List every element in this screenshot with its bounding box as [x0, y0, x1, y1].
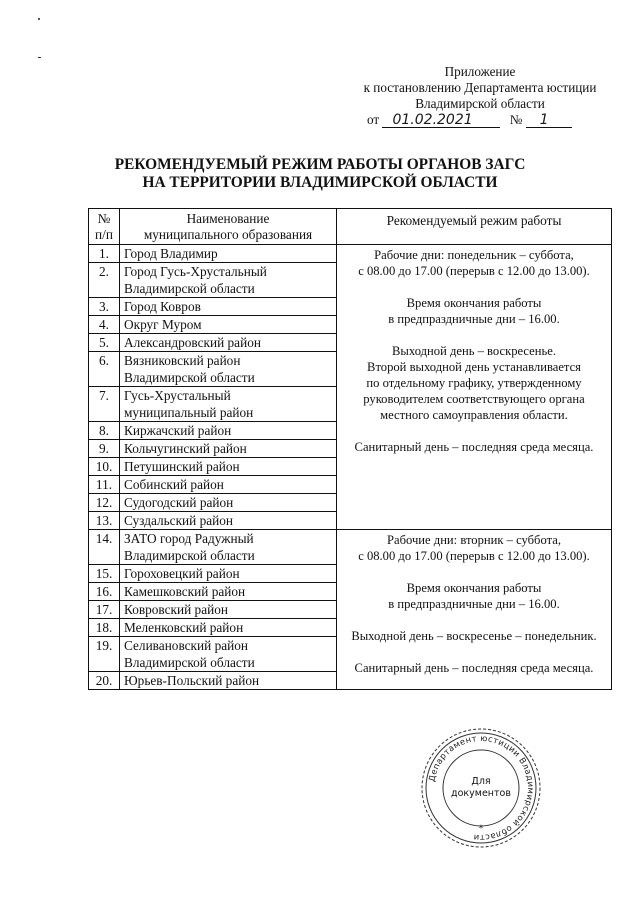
regime-text-line: с 08.00 до 17.00 (перерыв с 12.00 до 13.00).: [358, 264, 590, 278]
municipality-name-line1: Юрьев-Польский район: [124, 673, 260, 688]
regime-text-line: Время окончания работы: [406, 296, 542, 310]
table-row: [89, 530, 612, 565]
regime-text-line: Время окончания работы: [406, 581, 542, 595]
municipality-name-line1: Гороховецкий район: [124, 566, 240, 581]
regime-text-line: Выходной день – воскресенье.: [392, 344, 556, 358]
scan-speck: [38, 18, 40, 20]
row-number: 13.: [89, 512, 120, 530]
municipality-name-line1: Город Гусь-Хрустальный: [124, 264, 267, 279]
municipality-name: [120, 583, 337, 601]
municipality-name-line1: Александровский район: [124, 335, 261, 350]
municipality-name-line2: Владимирской области: [124, 548, 255, 563]
municipality-name-line1: Петушинский район: [124, 459, 240, 474]
department-stamp: [420, 727, 542, 849]
municipality-name-line1: Судогодский район: [124, 495, 234, 510]
municipality-name: [120, 263, 337, 298]
municipality-name-line1: Кольчугинский район: [124, 441, 247, 456]
municipality-name: [120, 672, 337, 690]
row-number: 12.: [89, 494, 120, 512]
municipality-name-line1: Суздальский район: [124, 513, 234, 528]
municipality-name: [120, 458, 337, 476]
header-number-line1: №: [97, 210, 111, 226]
annex-title: Приложение: [444, 64, 516, 79]
municipality-name-line1: ЗАТО город Радужный: [124, 531, 254, 546]
schedule-table: [88, 208, 612, 690]
regime-text-line: местного самоуправления области.: [380, 408, 568, 422]
date-prefix: от: [367, 112, 380, 127]
municipality-name-line2: Владимирской области: [124, 370, 255, 385]
municipality-name: [120, 440, 337, 458]
svg-text:*: *: [478, 824, 484, 834]
municipality-name: [120, 512, 337, 530]
municipality-name-line1: Собинский район: [124, 477, 224, 492]
municipality-name: [120, 352, 337, 387]
row-number: 17.: [89, 601, 120, 619]
row-number: 7.: [89, 387, 120, 422]
row-number: 16.: [89, 583, 120, 601]
row-number: 2.: [89, 263, 120, 298]
regime-tue-sat: [337, 530, 612, 690]
scan-speck: [38, 57, 41, 58]
municipality-name: [120, 387, 337, 422]
row-number: 1.: [89, 245, 120, 263]
regime-text-line: Рабочие дни: вторник – суббота,: [387, 533, 561, 547]
municipality-name: [120, 245, 337, 263]
regime-text-line: в предпраздничные дни – 16.00.: [388, 597, 560, 611]
regime-text-line: Рабочие дни: понедельник – суббота,: [374, 248, 574, 262]
header-municipality-line2: муниципального образования: [143, 226, 313, 242]
stamp-center-line1: Для: [471, 776, 491, 787]
municipality-name: [120, 422, 337, 440]
regime-text-line: по отдельному графику, утвержденному: [366, 376, 582, 390]
municipality-name-line1: Киржачский район: [124, 423, 232, 438]
row-number: 11.: [89, 476, 120, 494]
municipality-name: [120, 476, 337, 494]
date-handwritten: 01.02.2021: [392, 112, 473, 128]
annex-date-number-line: [360, 112, 600, 130]
row-number: 6.: [89, 352, 120, 387]
header-municipality-line1: Наименование: [186, 210, 270, 226]
regime-text-line: руководителем соответствующего органа: [363, 392, 585, 406]
header-number: [89, 209, 120, 245]
municipality-name: [120, 565, 337, 583]
municipality-name-line1: Вязниковский район: [124, 353, 241, 368]
municipality-name-line1: Ковровский район: [124, 602, 228, 617]
municipality-name: [120, 298, 337, 316]
municipality-name: [120, 619, 337, 637]
municipality-name-line2: Владимирской области: [124, 281, 255, 296]
regime-text-line: Второй выходной день устанавливается: [367, 360, 581, 374]
municipality-name: [120, 530, 337, 565]
municipality-name-line1: Камешковский район: [124, 584, 246, 599]
municipality-name-line2: муниципальный район: [124, 405, 254, 420]
number-prefix: №: [509, 112, 523, 127]
header-regime: Рекомендуемый режим работы: [337, 209, 612, 245]
municipality-name-line1: Гусь-Хрустальный: [124, 388, 231, 403]
municipality-name-line1: Округ Муром: [124, 317, 202, 332]
table-row: [89, 245, 612, 263]
annex-decree-line: к постановлению Департамента юстиции: [363, 80, 597, 95]
row-number: 3.: [89, 298, 120, 316]
municipality-name: [120, 637, 337, 672]
annex-header: [360, 64, 600, 130]
row-number: 19.: [89, 637, 120, 672]
municipality-name: [120, 316, 337, 334]
number-handwritten: 1: [539, 112, 549, 128]
row-number: 9.: [89, 440, 120, 458]
row-number: 8.: [89, 422, 120, 440]
municipality-name-line1: Город Владимир: [124, 246, 218, 261]
row-number: 20.: [89, 672, 120, 690]
row-number: 14.: [89, 530, 120, 565]
regime-mon-sat: [337, 245, 612, 530]
header-number-line2: п/п: [95, 226, 113, 242]
title-line-1: РЕКОМЕНДУЕМЫЙ РЕЖИМ РАБОТЫ ОРГАНОВ ЗАГС: [114, 156, 526, 173]
regime-text-line: с 08.00 до 17.00 (перерыв с 12.00 до 13.00).: [358, 549, 590, 563]
annex-region-line: Владимирской области: [415, 96, 545, 111]
header-municipality: [120, 209, 337, 245]
municipality-name-line1: Селивановский район: [124, 638, 249, 653]
regime-text-line: в предпраздничные дни – 16.00.: [388, 312, 560, 326]
municipality-name: [120, 334, 337, 352]
municipality-name: [120, 494, 337, 512]
date-underline: [382, 112, 500, 128]
regime-text-line: Выходной день – воскресенье – понедельник.: [351, 629, 597, 643]
row-number: 10.: [89, 458, 120, 476]
regime-text-line: Санитарный день – последняя среда месяца.: [354, 440, 594, 454]
municipality-name-line1: Меленковский район: [124, 620, 244, 635]
table-header-row: [89, 209, 612, 245]
stamp-ring-text: Департамент юстиции Владимирской области: [426, 732, 537, 844]
regime-text-line: Санитарный день – последняя среда месяца.: [354, 661, 594, 675]
municipality-name: [120, 601, 337, 619]
number-underline: [526, 112, 572, 128]
title-line-2: НА ТЕРРИТОРИИ ВЛАДИМИРСКОЙ ОБЛАСТИ: [142, 174, 498, 191]
row-number: 4.: [89, 316, 120, 334]
municipality-name-line1: Город Ковров: [124, 299, 201, 314]
row-number: 18.: [89, 619, 120, 637]
row-number: 5.: [89, 334, 120, 352]
document-title: [0, 156, 640, 192]
stamp-center-line2: документов: [451, 788, 511, 799]
municipality-name-line2: Владимирской области: [124, 655, 255, 670]
row-number: 15.: [89, 565, 120, 583]
